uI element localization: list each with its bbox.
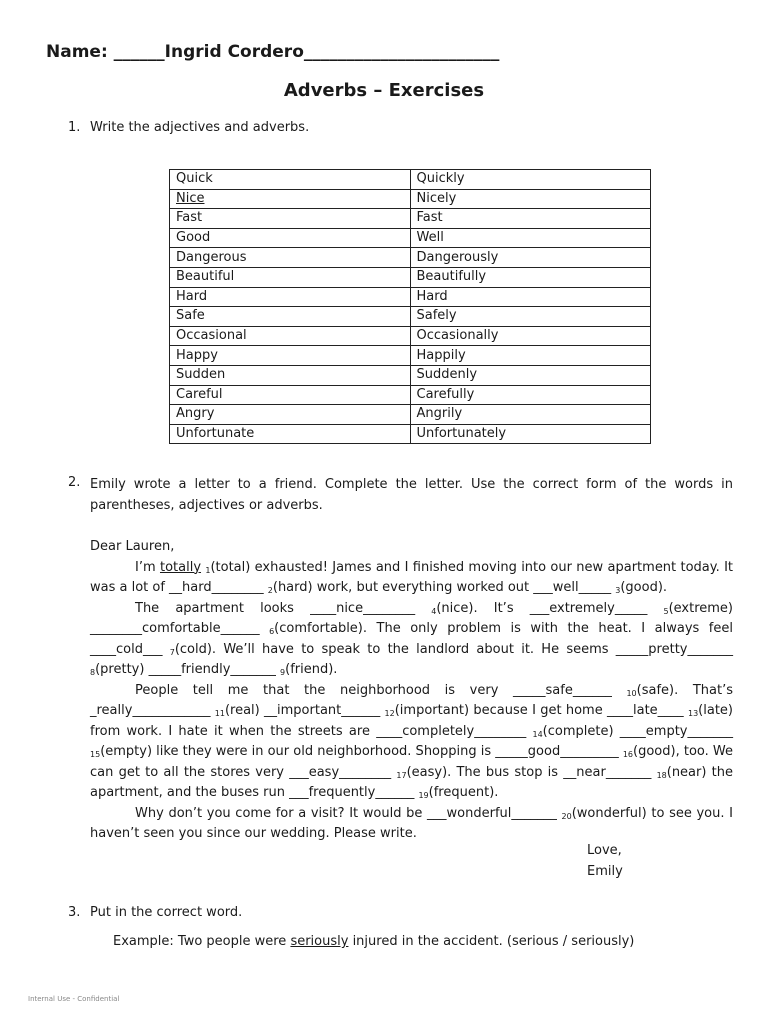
table-row — [170, 385, 651, 405]
adverb-cell: Beautifully — [410, 267, 651, 287]
letter-text: (total) exhausted! James and I finished moving into our new apartment today. It was a lot of __hard________ — [90, 559, 734, 595]
table-row — [170, 287, 651, 307]
letter-text: (hard) work, but everything worked out ___well_____ — [272, 580, 616, 595]
table-row — [170, 248, 651, 268]
blank-number: 1 — [205, 565, 211, 575]
blank-number: 6 — [269, 627, 275, 636]
letter-text: (extreme) ________comfortable______ — [90, 600, 734, 636]
adverb-cell: Nicely — [410, 189, 651, 209]
table-row — [170, 346, 651, 366]
name-label: Name: — [46, 42, 108, 62]
adjective-cell: Good — [170, 228, 411, 248]
adjective-cell: Occasional — [170, 326, 411, 346]
table-row — [170, 307, 651, 327]
example-answer: seriously — [290, 934, 349, 949]
table-row — [170, 326, 651, 346]
name-line — [46, 42, 499, 62]
question-prompt: Write the adjectives and adverbs. — [90, 120, 310, 135]
adverb-cell: Carefully — [410, 385, 651, 405]
letter-text: (late) from work. I hate it when the streets are ____completely________ — [90, 703, 733, 739]
blank-number: 7 — [169, 647, 175, 657]
letter-paragraph-3 — [90, 681, 733, 804]
letter-text: Why don’t you come for a visit? It would be ___wonderful_______ — [135, 805, 562, 821]
letter — [90, 537, 733, 845]
blank-number: 16 — [622, 750, 634, 759]
blank-number: 9 — [280, 668, 286, 677]
question-prompt: Put in the correct word. — [90, 905, 243, 920]
adjective-cell: Nice — [170, 189, 411, 209]
adjective-cell: Beautiful — [170, 267, 411, 287]
adjective-cell: Happy — [170, 346, 411, 366]
table-row — [170, 209, 651, 229]
letter-text: (near) the apartment, and the buses run ___frequently______ — [90, 764, 733, 800]
blank-number: 19 — [418, 791, 429, 800]
answer-underlined: totally — [159, 559, 202, 575]
letter-text: (empty) like they were in our old neighborhood. Shopping is _____good_________ — [100, 744, 623, 759]
letter-paragraph-2 — [90, 599, 733, 681]
adverb-cell: Suddenly — [410, 365, 651, 385]
letter-text: (comfortable). The only problem is with the heat. I always feel ____cold___ — [90, 621, 733, 657]
adverb-cell: Well — [410, 228, 651, 248]
adjective-cell: Dangerous — [170, 248, 411, 268]
letter-text: (complete) ____empty_______ — [542, 723, 733, 739]
adverb-cell: Quickly — [410, 170, 651, 190]
question-number: 3. — [68, 905, 81, 920]
question-2-number — [68, 475, 90, 490]
page-title: Adverbs – Exercises — [283, 80, 485, 101]
adverb-cell: Dangerously — [410, 248, 651, 268]
table-row — [170, 365, 651, 385]
letter-greeting: Dear Lauren, — [90, 539, 175, 554]
adjective-cell: Careful — [170, 385, 411, 405]
adjective-cell: Angry — [170, 405, 411, 425]
table-row — [170, 424, 651, 444]
adverb-cell: Unfortunately — [410, 424, 651, 444]
letter-text: I’m — [135, 559, 160, 575]
name-value: ______Ingrid Cordero_______________________ — [113, 42, 500, 62]
adjective-cell: Safe — [170, 307, 411, 327]
adjective-cell: Fast — [170, 209, 411, 229]
letter-text: (important) because I get home ____late____ — [394, 703, 688, 718]
blank-number: 12 — [384, 709, 395, 718]
adverb-cell: Happily — [410, 346, 651, 366]
confidential-footer: Internal Use - Confidential — [28, 995, 120, 1003]
question-number: 1. — [68, 120, 81, 135]
question-2-prompt: Emily wrote a letter to a friend. Complete the letter. Use the correct form of the words in parentheses, adjectives or adverbs. — [90, 477, 733, 513]
table-row — [170, 170, 651, 190]
blank-number: 13 — [687, 709, 699, 718]
blank-number: 5 — [663, 606, 669, 616]
letter-signature: Emily — [587, 864, 623, 879]
question-number: 2. — [68, 475, 81, 490]
adjective-cell: Quick — [170, 170, 411, 190]
question-3 — [68, 905, 242, 920]
letter-text: (pretty) _____friendly_______ — [95, 662, 281, 677]
letter-text: (safe). That’s _really____________ — [90, 682, 733, 718]
adverb-cell: Occasionally — [410, 326, 651, 346]
letter-text: (good). — [620, 580, 668, 595]
adverb-cell: Safely — [410, 307, 651, 327]
letter-text: People tell me that the neighborhood is very _____safe______ — [135, 682, 627, 698]
table-row — [170, 228, 651, 248]
letter-text: (frequent). — [428, 785, 499, 800]
blank-number: 10 — [626, 688, 637, 698]
table-row — [170, 267, 651, 287]
letter-text: (friend). — [285, 662, 338, 677]
letter-text: (easy). The bus stop is __near_______ — [406, 764, 657, 780]
blank-number: 2 — [267, 586, 273, 595]
blank-number: 4 — [431, 606, 437, 616]
blank-number: 20 — [561, 811, 572, 821]
blank-number: 3 — [615, 586, 621, 595]
letter-paragraph-1 — [90, 558, 733, 599]
adverb-cell: Angrily — [410, 405, 651, 425]
blank-number: 14 — [532, 729, 543, 739]
letter-text: (real) __important______ — [224, 703, 385, 718]
blank-number: 8 — [90, 668, 96, 677]
example-suffix: injured in the accident. (serious / seriously) — [348, 934, 635, 949]
letter-text: The apartment looks ____nice________ — [135, 600, 432, 616]
adjective-cell: Hard — [170, 287, 411, 307]
letter-paragraph-4 — [90, 804, 733, 845]
table-row — [170, 405, 651, 425]
letter-text: (cold). We’ll have to speak to the landlord about it. He seems _____pretty_______ — [174, 641, 733, 657]
blank-number: 18 — [656, 770, 667, 780]
adjective-cell: Sudden — [170, 365, 411, 385]
example-prefix: Example: Two people were — [113, 934, 291, 949]
example-sentence — [113, 934, 634, 949]
letter-text: (nice). It’s ___extremely_____ — [436, 600, 664, 616]
blank-number: 15 — [90, 750, 101, 759]
letter-text: (good), too. We can get to all the stores very ___easy________ — [90, 744, 733, 780]
blank-number: 17 — [396, 770, 407, 780]
adjective-adverb-table — [169, 169, 651, 444]
table-row — [170, 189, 651, 209]
letter-closing: Love, — [587, 843, 622, 858]
blank-number: 11 — [214, 709, 225, 718]
question-1 — [68, 120, 309, 135]
adjective-cell: Unfortunate — [170, 424, 411, 444]
adverb-cell: Hard — [410, 287, 651, 307]
letter-text: (wonderful) to see you. I haven’t seen you since our wedding. Please write. — [90, 805, 733, 841]
adverb-cell: Fast — [410, 209, 651, 229]
